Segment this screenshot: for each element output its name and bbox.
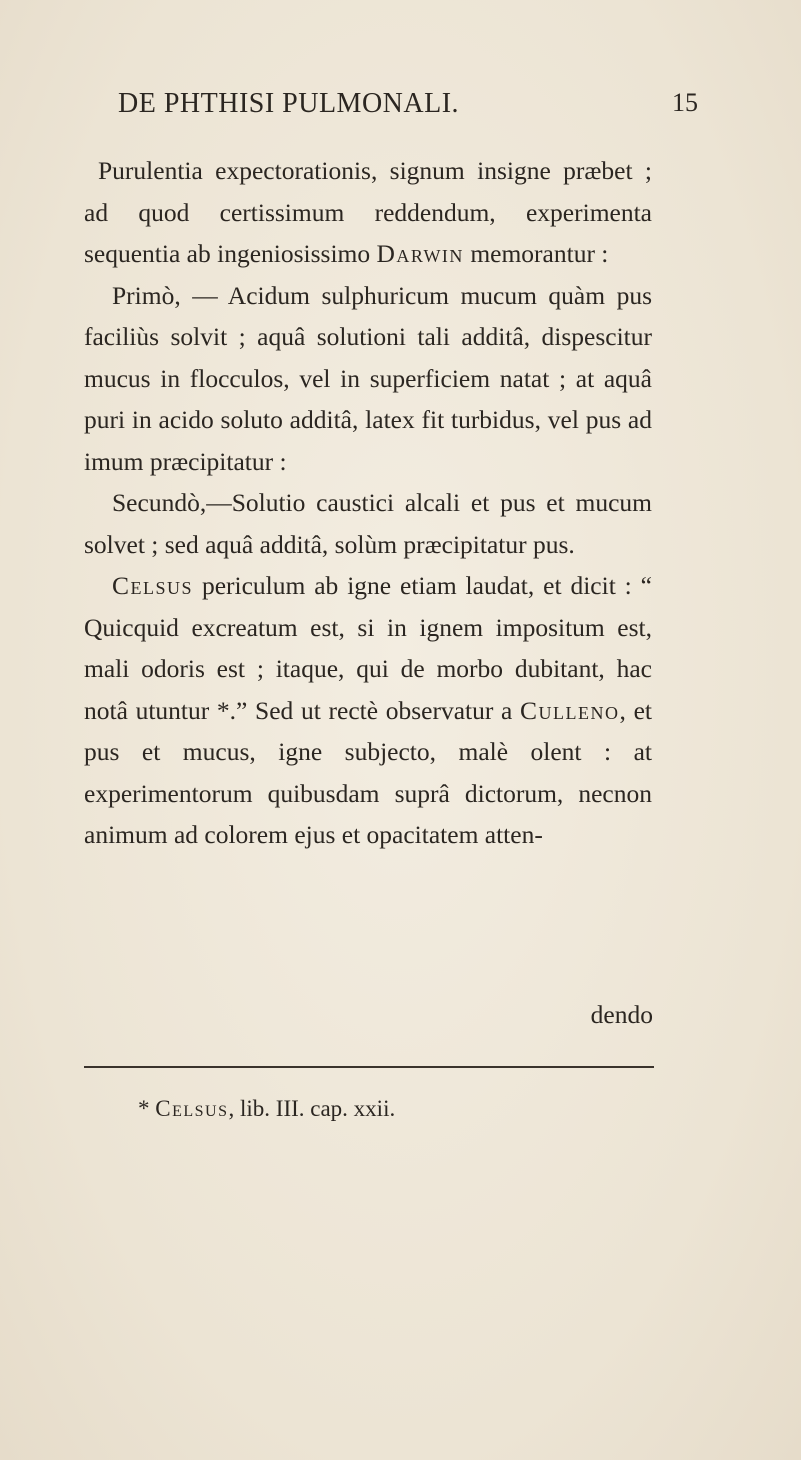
paragraph-text: memorantur : [470,239,609,268]
paragraph-text: Secundò,—Solutio caustici alcali et pus et mucum solvet ; sed aquâ additâ, solùm præcipitatur pus. [84,488,652,559]
body-text [84,150,652,856]
author-name-celsus: Celsus [112,571,194,600]
paragraph-text: periculum ab igne etiam laudat, et dicit : “ Quicquid excreatum est, si in ignem impositum est, mali odoris est ; itaque, qui de morbo dubitant, hac notâ utuntur *.” Sed ut rectè observatur a [84,571,652,725]
running-head [118,88,698,128]
paragraph-darwin [84,150,652,275]
paragraph-text: Primò, — Acidum sulphuricum mucum quàm pus faciliùs solvit ; aquâ solutioni tali additâ, dispescitur mucus in flocculos, vel in superficiem natat ; at aquâ puri in acido soluto additâ, latex fit turbidus, vel pus ad imum præcipitatur : [84,280,652,476]
footnote-marker: * [138,1096,150,1121]
footnote [138,1096,395,1122]
author-name-culleno: Culleno [520,695,620,725]
paragraph-primo [84,275,652,483]
paragraph-celsus [84,565,652,856]
catchword: dendo [590,1000,653,1029]
author-name-darwin: Darwin [376,239,464,268]
running-title: DE PHTHISI PULMONALI. [118,88,460,119]
paragraph-secundo [84,482,652,565]
footnote-divider [84,1066,654,1068]
footnote-author: Celsus [155,1096,229,1121]
paragraph-text: , et pus et mucus, igne subjecto, malè olent : at experimentorum quibusdam suprâ dictorum, necnon animum ad colorem ejus et opacitatem atten- [84,695,653,849]
footnote-reference: , lib. III. cap. xxii. [228,1096,396,1121]
paragraph-text: Purulentia expectorationis, signum insigne præbet ; ad quod certissimum reddendum, experimenta sequentia ab ingeniosissimo [84,156,652,268]
page-number: 15 [672,88,698,117]
